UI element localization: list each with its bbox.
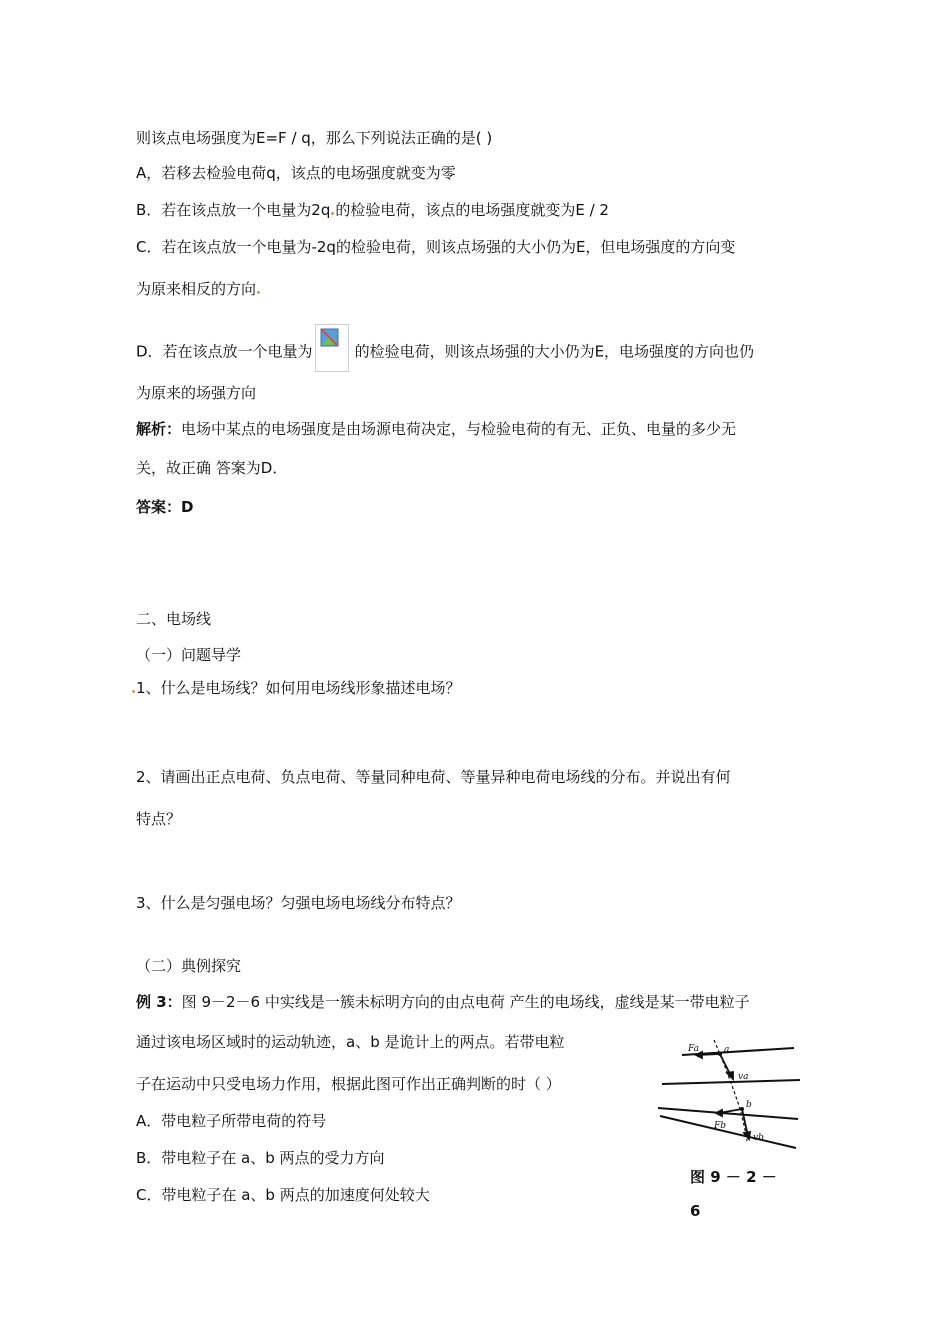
example-3-line-2: 通过该电场区域时的运动轨迹，a、b 是诡计上的两点。若带电粒 (136, 1033, 565, 1051)
subsection-heading: （二）典例探究 (136, 957, 242, 975)
option-c-line-cont (136, 279, 261, 299)
option-d-line (136, 328, 754, 376)
example-option-c: C．带电粒子在 a、b 两点的加速度何处较大 (136, 1186, 430, 1204)
arrow-head-icon (716, 1110, 722, 1116)
option-a-line: A，若移去检验电荷q，该点的电场强度就变为零 (136, 164, 456, 182)
point-b (740, 1107, 744, 1111)
label-vb: vb (753, 1133, 764, 1143)
label-fa: Fa (688, 1044, 699, 1054)
example-3-line-3: 子在运动中只受电场力作用，根据此图可作出正确判断的时（ ） (136, 1075, 561, 1093)
question-2-cont: 特点？ (136, 810, 182, 828)
figure-caption: 图 9 － 2 － (690, 1168, 777, 1186)
field-lines-figure (652, 1035, 802, 1160)
anchor-mark-icon (331, 212, 334, 215)
section-heading: 二、电场线 (136, 610, 212, 628)
option-d-part1: D．若在该点放一个电量为 (136, 342, 313, 361)
field-line (658, 1108, 798, 1119)
example-text: 图 9－2－6 中实线是一簇未标明方向的由点电荷 产生的电场线，虚线是某一带电粒子 (181, 993, 750, 1011)
label-fb: Fb (714, 1121, 727, 1131)
option-b-line (136, 200, 609, 220)
option-c-cont-text: 为原来相反的方向 (136, 280, 257, 298)
text-line: 则该点电场强度为E=F / q，那么下列说法正确的是( ) (136, 129, 493, 147)
label-va: va (738, 1072, 749, 1082)
label-a: a (724, 1045, 730, 1055)
example-option-b: B．带电粒子在 a、b 两点的受力方向 (136, 1149, 385, 1167)
option-d-part2: 的检验电荷，则该点场强的大小仍为E，电场强度的方向也仍 (354, 342, 755, 361)
subsection-heading: （一）问题导学 (136, 646, 242, 664)
broken-image-icon (315, 324, 349, 372)
arrow-head-icon (727, 1072, 733, 1079)
option-d-line-cont: 为原来的场强方向 (136, 384, 257, 402)
question-2: 2、请画出正点电荷、负点电荷、等量同种电荷、等量异种电荷电场线的分布。并说出有何 (136, 768, 731, 786)
anchor-mark-icon (257, 291, 260, 294)
analysis-line (136, 419, 736, 439)
option-b-part2: 的检验电荷，该点的电场强度就变为E / 2 (335, 201, 609, 219)
answer-line: 答案：D (136, 498, 194, 516)
option-c-line: C．若在该点放一个电量为-2q的检验电荷，则该点场强的大小仍为E，但电场强度的方向变 (136, 238, 736, 256)
example-label: 例 3： (136, 993, 182, 1011)
analysis-text: 电场中某点的电场强度是由场源电荷决定，与检验电荷的有无、正负、电量的多少无 (181, 420, 737, 438)
analysis-label: 解析： (136, 420, 182, 438)
point-a (718, 1052, 722, 1056)
analysis-line-cont: 关，故正确 答案为D． (136, 459, 288, 477)
example-3-line (136, 992, 750, 1012)
question-1-text: 1、什么是电场线？如何用电场线形象描述电场？ (136, 679, 461, 697)
label-b: b (746, 1100, 752, 1110)
example-option-a: A．带电粒子所带电荷的符号 (136, 1112, 327, 1130)
figure-caption-cont: 6 (690, 1202, 701, 1220)
question-3: 3、什么是匀强电场？匀强电场电场线分布特点？ (136, 894, 461, 912)
field-line (660, 1116, 796, 1148)
question-1 (136, 678, 461, 698)
anchor-mark-icon (132, 690, 135, 693)
option-b-part1: B．若在该点放一个电量为2q (136, 201, 331, 219)
